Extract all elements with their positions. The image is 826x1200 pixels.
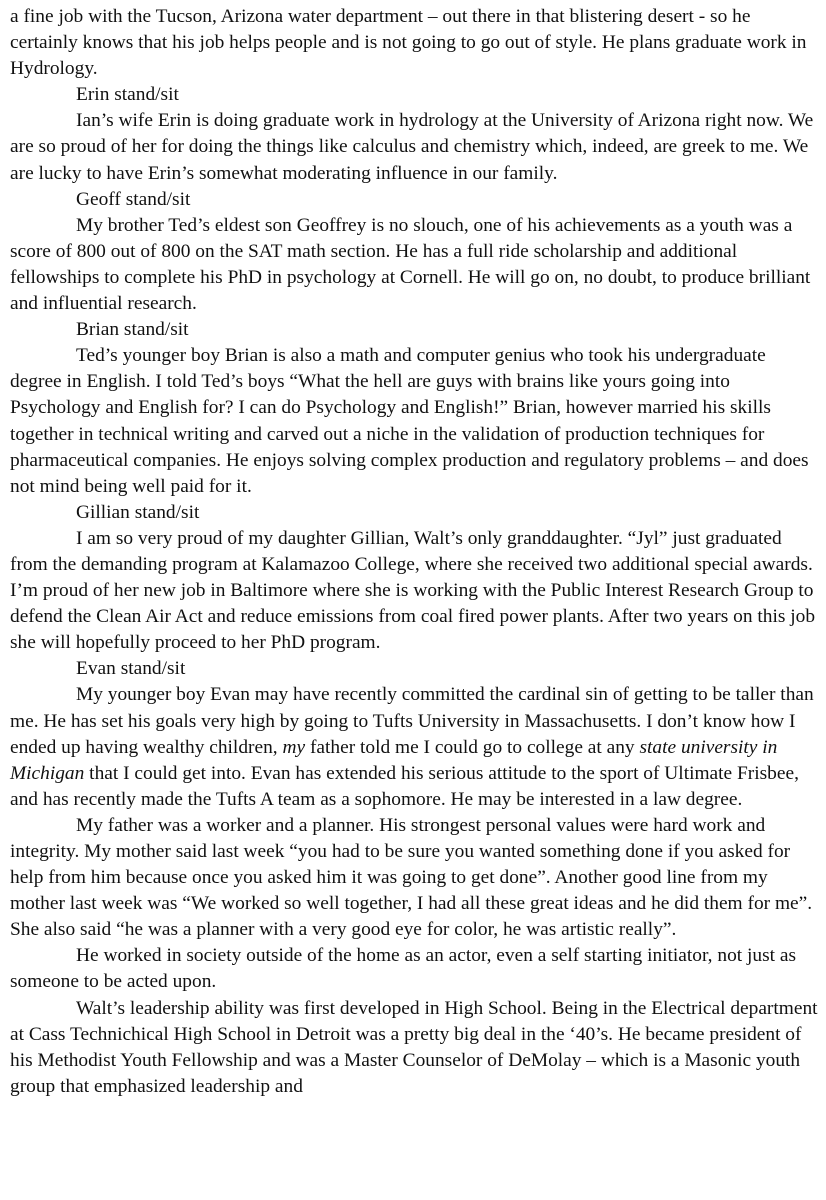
- evan-text-part3: that I could get into. Evan has extended his serious attitude to the sport of Ultimate Frisbee, and has recently made the Tufts A team as a sophomore. He may be interested in a law degree.: [10, 762, 799, 810]
- paragraph-brian: Ted’s younger boy Brian is also a math and computer genius who took his undergraduate degree in English. I told Ted’s boys “What the hell are guys with brains like yours going into Psychology and English for? I can do Psychology and English!” Brian, however married his skills together in technical writing and carved out a niche in the validation of production techniques for pharmaceutical companies. He enjoys solving complex production and regulatory problems – and does not mind being well paid for it.: [10, 345, 809, 497]
- cue-gillian: Gillian stand/sit: [76, 501, 200, 523]
- paragraph-father-worker-planner: My father was a worker and a planner. His strongest personal values were hard work and integrity. My mother said last week “you had to be sure you wanted something done if you asked for help from him because once you asked him it was going to get done”. Another good line from my mother last week was “We worked so well together, I had all these great ideas and he did them for me”. She also said “he was a planner with a very good eye for color, he was artistic really”.: [10, 814, 813, 941]
- paragraph-erin: Ian’s wife Erin is doing graduate work in hydrology at the University of Arizona right now. We are so proud of her for doing the things like calculus and chemistry which, indeed, are greek to me. We are lucky to have Erin’s somewhat moderating influence in our family.: [10, 110, 814, 184]
- cue-evan: Evan stand/sit: [76, 658, 186, 680]
- paragraph-ian-continued: a fine job with the Tucson, Arizona water department – out there in that blistering desert - so he certainly knows that his job helps people and is not going to go out of style. He plans graduate work in Hydrology.: [10, 6, 807, 80]
- paragraph-geoffrey: My brother Ted’s eldest son Geoffrey is no slouch, one of his achievements as a youth was a score of 800 out of 800 on the SAT math section. He has a full ride scholarship and additional fellowships to complete his PhD in psychology at Cornell. He will go on, no doubt, to produce brilliant and influential research.: [10, 214, 811, 315]
- document-page: [10, 4, 820, 1100]
- emphasis-my: my: [282, 736, 306, 758]
- emphasis-state-university: state university in Michigan: [10, 736, 778, 784]
- paragraph-society-actor: He worked in society outside of the home as an actor, even a self starting initiator, not just as someone to be acted upon.: [10, 945, 797, 993]
- evan-text-part1: My younger boy Evan may have recently committed the cardinal sin of getting to be taller than me. He has set his goals very high by going to Tufts University in Massachusetts. I don’t know how I ended up having wealthy children,: [10, 684, 814, 758]
- cue-brian: Brian stand/sit: [76, 319, 189, 341]
- paragraph-leadership: Walt’s leadership ability was first developed in High School. Being in the Electrical department at Cass Technichical High School in Detroit was a pretty big deal in the ‘40’s. He became president of his Methodist Youth Fellowship and was a Master Counselor of DeMolay – which is a Masonic youth group that emphasized leadership and: [10, 997, 818, 1097]
- cue-geoff: Geoff stand/sit: [76, 188, 191, 210]
- paragraph-evan: [10, 682, 820, 812]
- cue-erin: Erin stand/sit: [76, 84, 179, 106]
- evan-text-part2: father told me I could go to college at any: [305, 736, 640, 758]
- paragraph-gillian: I am so very proud of my daughter Gillian, Walt’s only granddaughter. “Jyl” just graduated from the demanding program at Kalamazoo College, where she received two additional special awards. I’m proud of her new job in Baltimore where she is working with the Public Interest Research Group to defend the Clean Air Act and reduce emissions from coal fired power plants. After two years on this job she will hopefully proceed to her PhD program.: [10, 527, 816, 654]
